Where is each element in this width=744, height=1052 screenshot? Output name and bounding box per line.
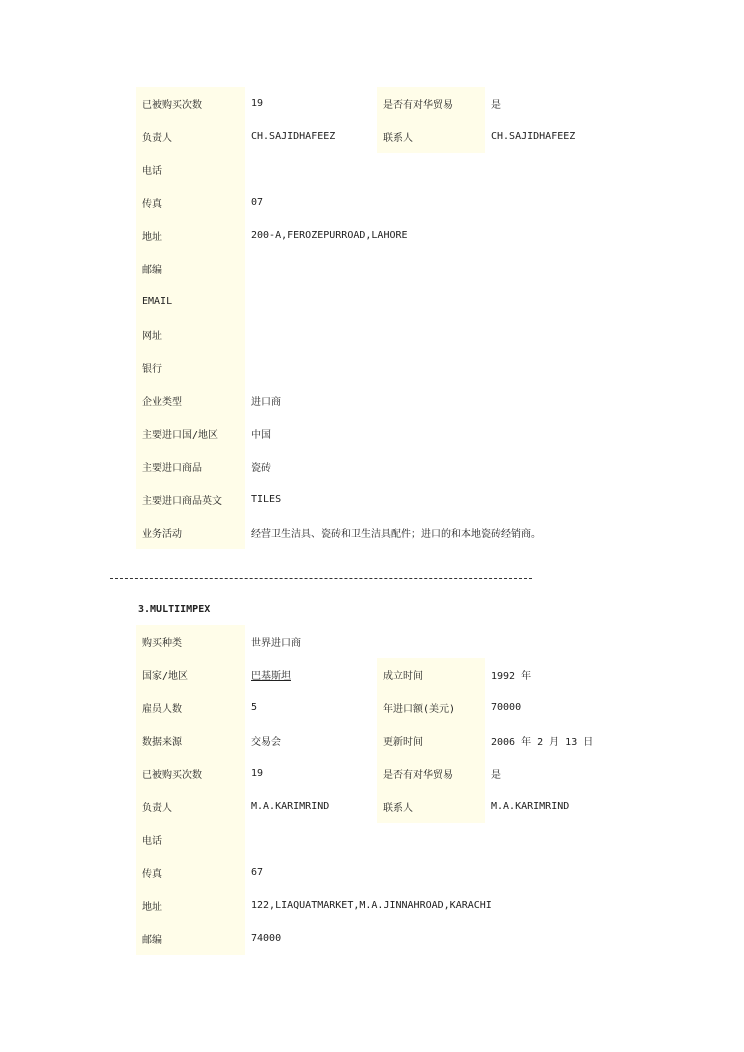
info-row	[136, 87, 591, 120]
field-label: 地址	[136, 889, 245, 922]
field-value	[245, 252, 591, 285]
info-row	[136, 318, 591, 351]
field-value	[245, 351, 591, 384]
info-row	[136, 153, 591, 186]
field-label: 主要进口商品英文	[136, 483, 245, 516]
field-value	[245, 823, 593, 856]
field-label: 雇员人数	[136, 691, 245, 724]
field-value: 是	[491, 770, 501, 781]
field-value: 67	[251, 867, 264, 878]
field-label: 联系人	[377, 790, 485, 823]
country-link[interactable]: 巴基斯坦	[251, 671, 291, 682]
field-label: 地址	[136, 219, 245, 252]
info-row	[136, 691, 593, 724]
company-info-table-1	[136, 87, 591, 549]
field-value: 世界进口商	[251, 638, 301, 649]
info-row	[136, 724, 593, 757]
info-row	[136, 658, 593, 691]
info-row	[136, 285, 591, 318]
field-label: 主要进口国/地区	[136, 417, 245, 450]
info-row	[136, 856, 593, 889]
field-value: 瓷砖	[251, 463, 271, 474]
field-value: CH.SAJIDHAFEEZ	[491, 131, 576, 142]
field-value: 中国	[251, 430, 271, 441]
info-row	[136, 625, 593, 658]
info-row	[136, 417, 591, 450]
field-label: 是否有对华贸易	[377, 757, 485, 790]
field-label: 主要进口商品	[136, 450, 245, 483]
field-value: 70000	[491, 702, 522, 713]
field-value: 1992 年	[491, 671, 532, 682]
field-value: 经营卫生洁具、瓷砖和卫生洁具配件；进口的和本地瓷砖经销商。	[251, 529, 541, 540]
info-row	[136, 384, 591, 417]
field-value: 5	[251, 702, 258, 713]
field-label: 购买种类	[136, 625, 245, 658]
field-value: CH.SAJIDHAFEEZ	[251, 131, 336, 142]
field-label: 传真	[136, 186, 245, 219]
field-value	[245, 285, 591, 318]
info-row	[136, 252, 591, 285]
field-value: 进口商	[251, 397, 281, 408]
info-row	[136, 219, 591, 252]
info-row	[136, 790, 593, 823]
field-value	[245, 153, 591, 186]
field-value: 200-A,FEROZEPURROAD,LAHORE	[251, 230, 408, 241]
info-row	[136, 823, 593, 856]
field-value: 是	[491, 100, 501, 111]
info-row	[136, 922, 593, 955]
info-row	[136, 351, 591, 384]
field-value: 19	[251, 768, 264, 779]
field-label: 更新时间	[377, 724, 485, 757]
field-value: 19	[251, 98, 264, 109]
field-label: 企业类型	[136, 384, 245, 417]
field-label: 数据来源	[136, 724, 245, 757]
field-label: 是否有对华贸易	[377, 87, 485, 120]
field-label: 国家/地区	[136, 658, 245, 691]
field-label: 传真	[136, 856, 245, 889]
field-label: 负责人	[136, 120, 245, 153]
field-value: M.A.KARIMRIND	[251, 801, 330, 812]
field-label: 邮编	[136, 252, 245, 285]
field-label: 业务活动	[136, 516, 245, 549]
field-label: 已被购买次数	[136, 757, 245, 790]
field-label: 网址	[136, 318, 245, 351]
info-row	[136, 450, 591, 483]
field-value: 交易会	[251, 737, 281, 748]
info-row	[136, 889, 593, 922]
info-row	[136, 516, 591, 549]
field-value: 74000	[251, 933, 282, 944]
section-separator	[110, 578, 532, 579]
info-row	[136, 120, 591, 153]
company-title: 3.MULTIIMPEX	[138, 604, 211, 615]
field-label: 负责人	[136, 790, 245, 823]
field-label: 成立时间	[377, 658, 485, 691]
field-value	[245, 318, 591, 351]
field-label: 年进口额(美元)	[377, 691, 485, 724]
field-value: 07	[251, 197, 264, 208]
field-value: 122,LIAQUATMARKET,M.A.JINNAHROAD,KARACHI	[251, 900, 492, 911]
info-row	[136, 757, 593, 790]
field-value: TILES	[251, 494, 282, 505]
field-value-cell	[245, 658, 377, 691]
field-label: 联系人	[377, 120, 485, 153]
field-label: 已被购买次数	[136, 87, 245, 120]
info-row	[136, 483, 591, 516]
company-info-table-2	[136, 625, 593, 955]
info-row	[136, 186, 591, 219]
field-label: 邮编	[136, 922, 245, 955]
field-label: EMAIL	[136, 285, 245, 318]
field-value: 2006 年 2 月 13 日	[491, 737, 594, 748]
field-label: 电话	[136, 153, 245, 186]
field-label: 电话	[136, 823, 245, 856]
field-label: 银行	[136, 351, 245, 384]
field-value: M.A.KARIMRIND	[491, 801, 570, 812]
